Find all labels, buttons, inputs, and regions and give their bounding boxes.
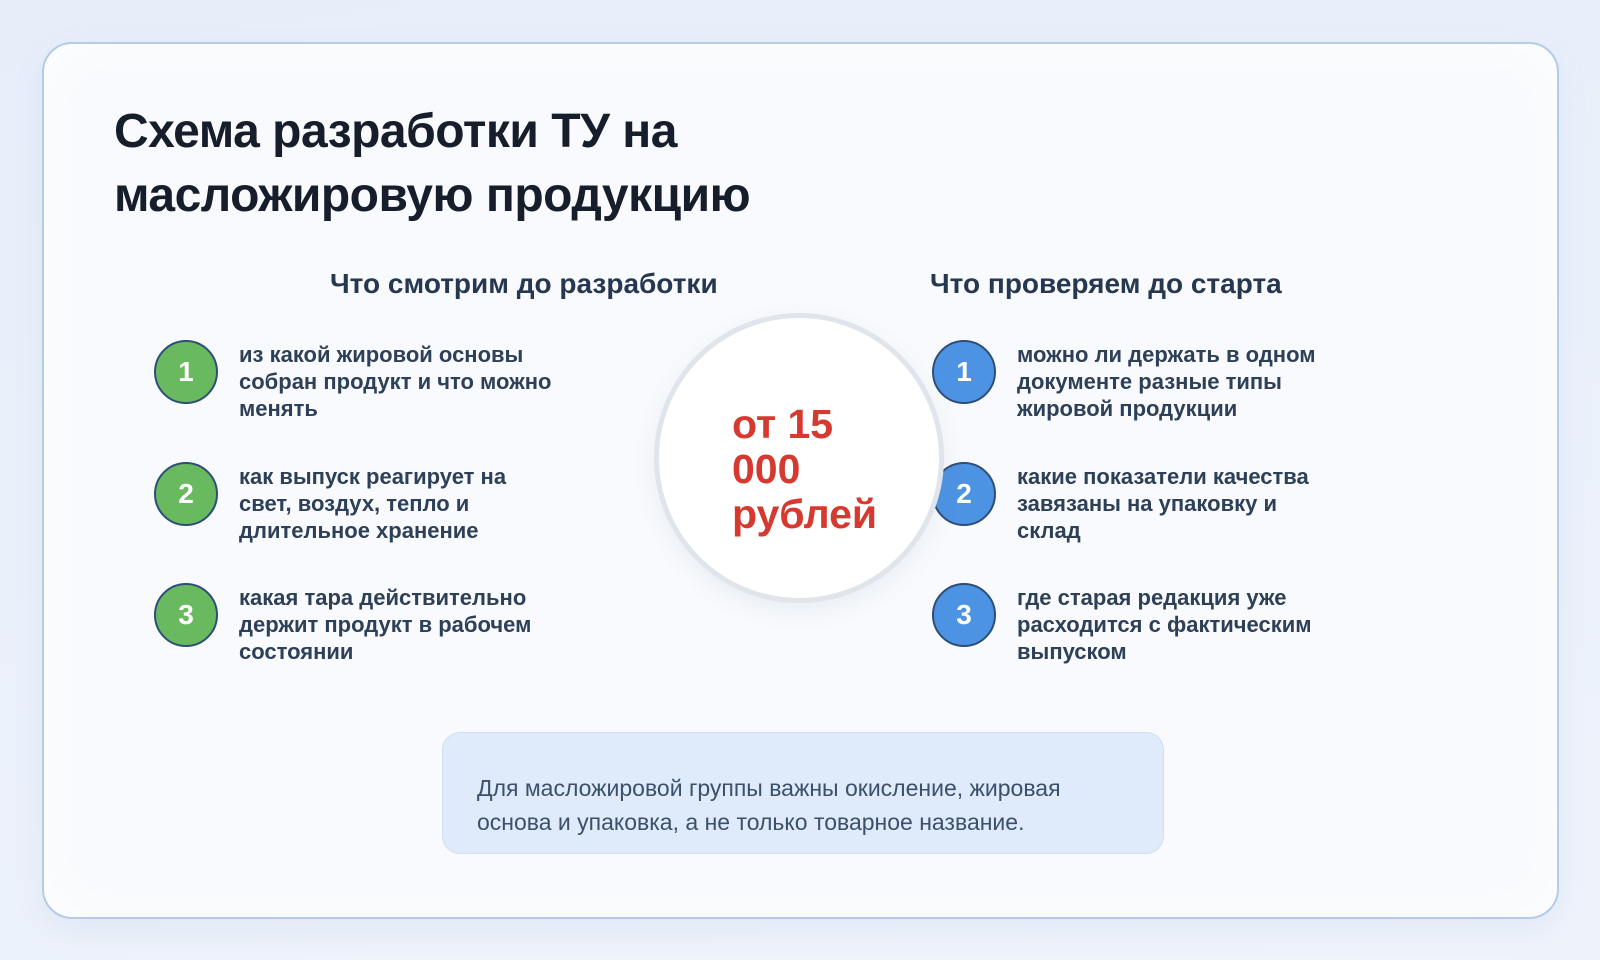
text-line: документе разные типы [1017, 369, 1282, 394]
price-line: рублей [732, 491, 878, 537]
step-number: 2 [178, 478, 194, 509]
text-line: можно ли держать в одном [1017, 342, 1316, 367]
page-title-line-1: Схема разработки ТУ на [114, 105, 677, 158]
left-item-1-text [239, 341, 551, 422]
step-number: 2 [956, 478, 972, 509]
right-item-2 [932, 462, 1309, 544]
text-line: длительное хранение [239, 518, 479, 543]
text-line: где старая редакция уже [1017, 585, 1287, 610]
text-line: какая тара действительно [239, 585, 527, 610]
note-line: Для масложировой группы важны окисление, жировая [477, 775, 1061, 801]
page-title-line-2: масложировую продукцию [114, 169, 751, 222]
note-line: основа и упаковка, а не только товарное название. [477, 809, 1025, 835]
price-line: 000 [732, 446, 801, 492]
step-3-circle-green [154, 583, 218, 647]
text-line: жировой продукции [1017, 396, 1238, 421]
price-circle [654, 313, 944, 603]
text-line: выпуском [1017, 639, 1127, 664]
step-3-circle-blue [932, 583, 996, 647]
left-item-1 [154, 340, 551, 422]
step-number: 3 [956, 599, 972, 630]
left-item-3 [154, 583, 531, 665]
text-line: свет, воздух, тепло и [239, 491, 470, 516]
step-number: 1 [956, 356, 972, 387]
right-item-1 [932, 340, 1316, 422]
right-item-1-text [1017, 341, 1316, 422]
text-line: расходится с фактическим [1017, 612, 1312, 637]
text-line: менять [239, 396, 318, 421]
right-item-3-text [1017, 584, 1312, 665]
note-box [442, 732, 1164, 854]
price-line: от 15 [732, 401, 834, 447]
step-1-circle-blue [932, 340, 996, 404]
note-text [477, 771, 1133, 839]
step-1-circle-green [154, 340, 218, 404]
right-column-header: Что проверяем до старта [930, 268, 1282, 299]
step-2-circle-green [154, 462, 218, 526]
text-line: склад [1017, 518, 1081, 543]
page-title [114, 100, 750, 228]
left-item-2 [154, 462, 506, 544]
step-number: 1 [178, 356, 194, 387]
right-item-2-text [1017, 463, 1309, 544]
step-number: 3 [178, 599, 194, 630]
infographic-card [42, 42, 1559, 919]
text-line: завязаны на упаковку и [1017, 491, 1277, 516]
left-column-header: Что смотрим до разработки [330, 268, 718, 299]
right-item-3 [932, 583, 1312, 665]
left-item-3-text [239, 584, 531, 665]
text-line: собран продукт и что можно [239, 369, 552, 394]
text-line: из какой жировой основы [239, 342, 524, 367]
text-line: как выпуск реагирует на [239, 464, 507, 489]
text-line: состоянии [239, 639, 354, 664]
text-line: держит продукт в рабочем [239, 612, 532, 637]
price-text [732, 402, 917, 537]
text-line: какие показатели качества [1017, 464, 1309, 489]
left-item-2-text [239, 463, 506, 544]
